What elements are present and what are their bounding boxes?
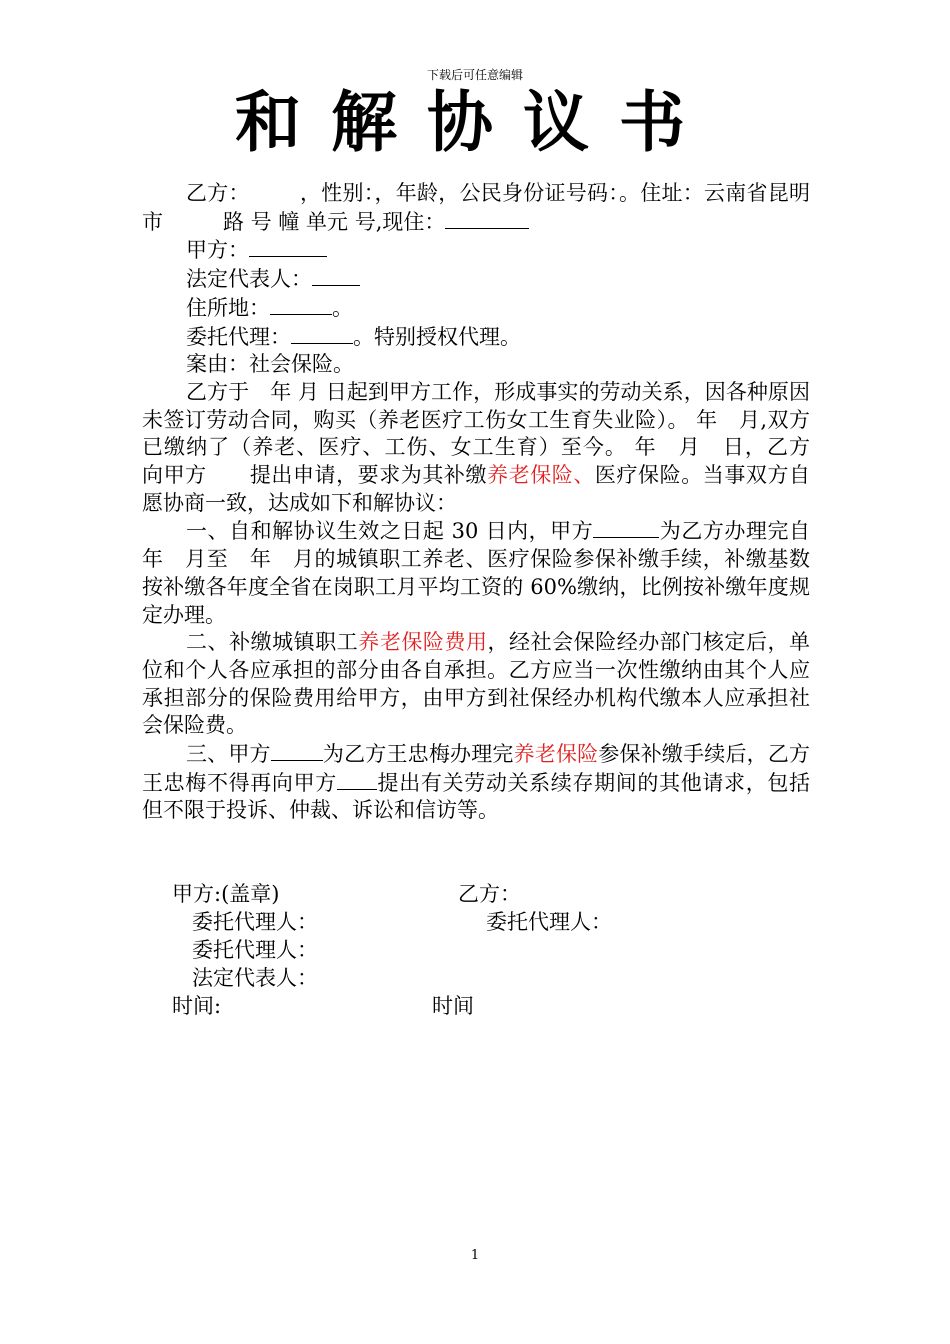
clause-3-text: 三、甲方 [186, 742, 271, 767]
party-a-agent-2: 委托代理人： [192, 938, 318, 962]
party-a-time: 时间: [172, 994, 222, 1018]
party-b-signature: 乙方： [458, 882, 521, 906]
age-label: ，年龄 [374, 181, 439, 205]
facts-text-2: 医疗保险。当事双方自愿协商一致，达成如下和解协议： [142, 463, 811, 515]
agent-authority: 。特别授权代理。 [353, 324, 521, 349]
current-address-blank [445, 208, 529, 229]
agent-line [142, 323, 810, 352]
cause-line: 案由：社会保险。 [186, 352, 354, 377]
legal-rep-line [142, 265, 810, 294]
party-b-agent: 委托代理人： [486, 910, 612, 934]
clause-3-text-4: 提出有关劳动关系续存期间的其他请求，包括但不限于投诉、仲裁、诉讼和信访等。 [142, 770, 811, 823]
clause-3-blank [271, 740, 323, 761]
clause-3-highlight: 养老保险 [513, 742, 599, 767]
id-number-label: ，公民身份证号码： [438, 181, 619, 205]
document-title: 和解协议书 [235, 83, 715, 161]
legal-rep-label: 法定代表人： [186, 267, 312, 292]
clause-3 [142, 740, 810, 825]
party-b-label: 乙方： [186, 181, 250, 205]
party-a-seal: 甲方:(盖章) [172, 882, 280, 906]
agent-label: 委托代理： [186, 324, 291, 349]
domicile-label: 住所地： [186, 295, 270, 320]
address-label: 。住址：云南省昆明市 [142, 181, 810, 234]
clause-2-highlight: 养老保险费用 [358, 630, 488, 655]
current-address-label: 路 号 幢 单元 号,现住： [223, 209, 446, 234]
clause-1-text-2: 为乙方办理完自 年 月至 年 月的城镇职工养老、医疗保险参保补缴手续，补缴基数按补缴各年度全省在岗职工月平均工资的 60%缴纳，比例按补缴年度规定办理。 [142, 519, 831, 627]
party-a-blank [249, 236, 327, 257]
party-a-agent: 委托代理人： [192, 910, 318, 934]
clause-3-text-3: 参保补缴手续后，乙方王忠梅不得再向甲方 [142, 742, 811, 795]
legal-rep-blank [312, 265, 360, 286]
clause-2 [142, 629, 810, 740]
facts-paragraph [142, 379, 831, 518]
agent-blank [291, 323, 353, 344]
clause-1 [142, 517, 831, 629]
clause-1-text: 一、自和解协议生效之日起 30 日内，甲方 [186, 519, 594, 544]
header-note: 下载后可任意编辑 [426, 68, 523, 82]
clause-2-text-2: ，经社会保险经办部门核定后，单位和个人各应承担的部分由各自承担。乙方应当一次性缴纳由其个人应承担部分的保险费用给甲方，由甲方到社保经办机构代缴本人应承担社会保险费。 [142, 630, 811, 738]
party-b-line [142, 180, 810, 236]
party-b-time: 时间 [432, 994, 474, 1018]
facts-text: 乙方于 年 月 日起到甲方工作，形成事实的劳动关系，因各种原因未签订劳动合同，购买（养老医疗工伤女工生育失业险）。 年 月,双方已缴纳了（养老、医疗、工伤、女工生育）至今。 年 月 日，乙方 向甲方 提出申请，要求为其补缴 [142, 379, 831, 488]
party-a-legal-rep: 法定代表人： [192, 966, 318, 990]
gender-label: ，性别： [299, 181, 375, 205]
party-a-label: 甲方： [186, 238, 249, 263]
facts-highlight: 养老保险、 [487, 463, 595, 488]
clause-3-text-2: 为乙方王忠梅办理完 [322, 742, 514, 767]
document-body [142, 180, 831, 825]
party-a-line [142, 236, 810, 265]
clause-1-blank [593, 517, 659, 538]
domicile-line: 住所地： 。 [186, 295, 353, 320]
domicile-blank [270, 294, 332, 315]
clause-2-text: 二、补缴城镇职工 [186, 630, 359, 655]
clause-3-blank-2 [337, 769, 377, 790]
page-number: 1 [470, 1248, 480, 1263]
